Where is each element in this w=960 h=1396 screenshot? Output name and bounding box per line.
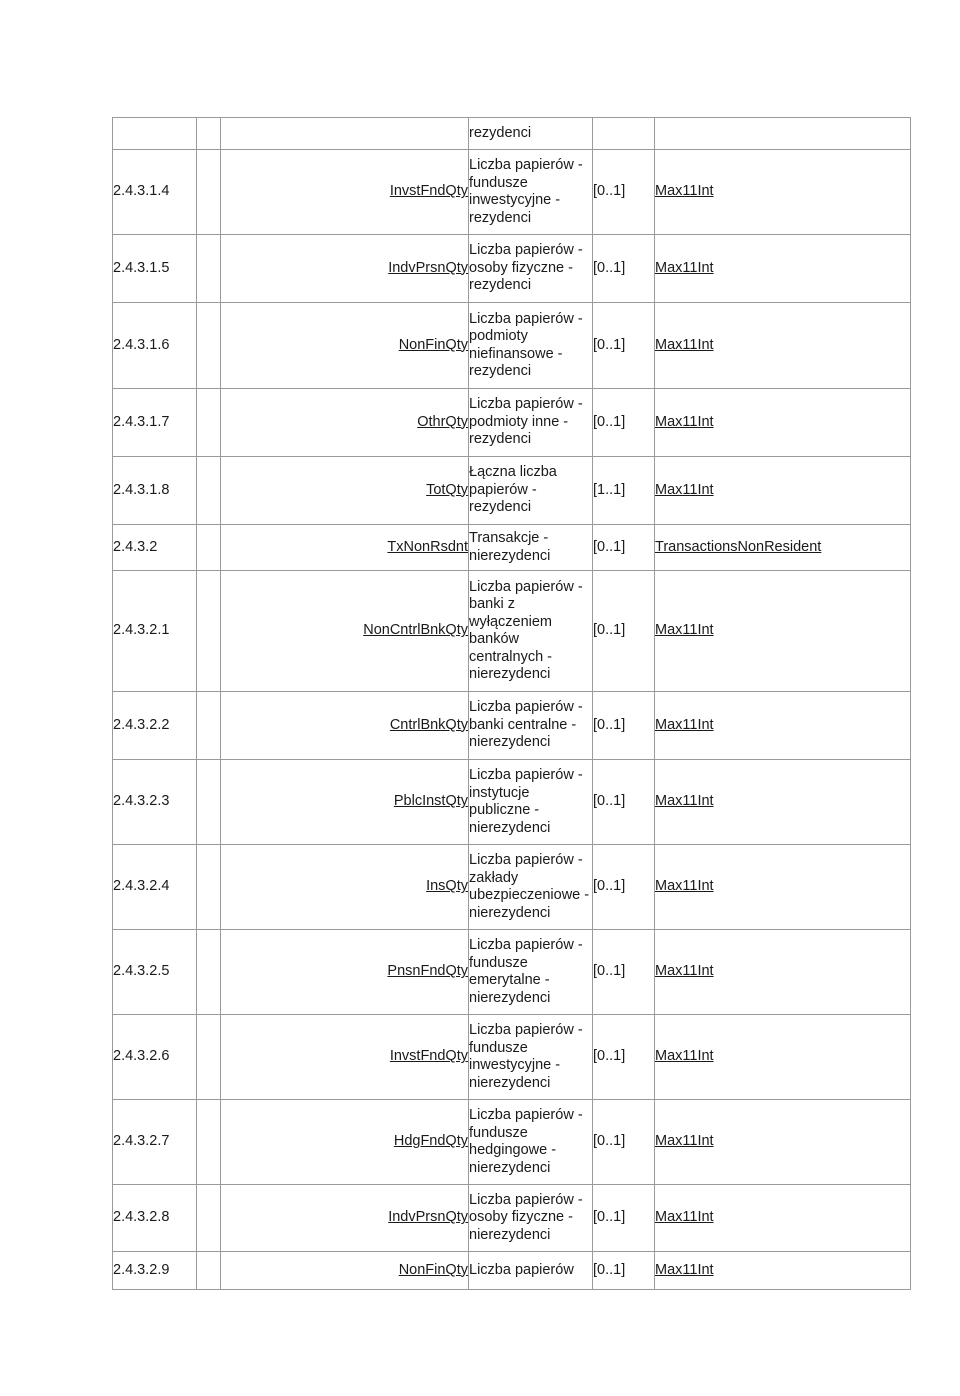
element-type-link[interactable]: Max11Int	[655, 481, 714, 498]
row-number-cell: 2.4.3.2.1	[113, 571, 197, 692]
element-type-cell	[655, 303, 911, 389]
element-name-link[interactable]: IndvPrsnQty	[388, 259, 468, 276]
element-type-cell	[655, 457, 911, 525]
element-name-cell	[221, 303, 469, 389]
element-description-cell: Liczba papierów - podmioty inne - rezydenci	[469, 389, 593, 457]
element-description-cell: Liczba papierów - fundusze emerytalne - nierezydenci	[469, 930, 593, 1015]
element-type-link[interactable]: Max11Int	[655, 1048, 714, 1065]
row-marker-cell-cell	[197, 150, 221, 235]
element-type-cell	[655, 930, 911, 1015]
element-description-cell: Liczba papierów - fundusze inwestycyjne - rezydenci	[469, 150, 593, 235]
element-type-link[interactable]: Max11Int	[655, 963, 714, 980]
element-name-link[interactable]: NonFinQty	[398, 1261, 468, 1278]
row-marker-cell-cell	[197, 571, 221, 692]
element-description-cell: Liczba papierów - zakłady ubezpieczeniowe - nierezydenci	[469, 845, 593, 930]
element-name-link[interactable]: HdgFndQty	[393, 1133, 468, 1150]
element-type-link[interactable]: Max11Int	[655, 259, 714, 276]
row-number-cell: 2.4.3.1.4	[113, 150, 197, 235]
element-description-cell: Liczba papierów	[469, 1252, 593, 1290]
element-name-link[interactable]: TxNonRsdnt	[387, 538, 468, 555]
element-name-cell	[221, 845, 469, 930]
row-marker-cell-cell	[197, 118, 221, 150]
element-description-cell: Łączna liczba papierów - rezydenci	[469, 457, 593, 525]
element-type-cell	[655, 1252, 911, 1290]
table-row	[113, 150, 911, 235]
row-number-cell: 2.4.3.2.7	[113, 1100, 197, 1185]
element-name-link[interactable]: CntrlBnkQty	[389, 716, 468, 733]
element-description-cell: Liczba papierów - podmioty niefinansowe - rezydenci	[469, 303, 593, 389]
row-marker-cell-cell	[197, 692, 221, 760]
row-marker-cell-cell	[197, 525, 221, 571]
row-number-cell: 2.4.3.2	[113, 525, 197, 571]
table-row	[113, 457, 911, 525]
table-row	[113, 760, 911, 845]
table-row	[113, 930, 911, 1015]
element-type-link[interactable]: Max11Int	[655, 336, 714, 353]
element-description-cell: Liczba papierów - instytucje publiczne - nierezydenci	[469, 760, 593, 845]
element-type-cell	[655, 235, 911, 303]
element-description-cell: Liczba papierów - fundusze inwestycyjne - nierezydenci	[469, 1015, 593, 1100]
element-type-cell	[655, 571, 911, 692]
element-name-link[interactable]: InvstFndQty	[389, 1048, 468, 1065]
element-description-cell: Liczba papierów - osoby fizyczne - nierezydenci	[469, 1185, 593, 1252]
element-type-cell	[655, 525, 911, 571]
element-type-link[interactable]: Max11Int	[655, 1261, 714, 1278]
element-type-cell	[655, 845, 911, 930]
spec-table	[112, 117, 911, 1290]
element-type-cell	[655, 1015, 911, 1100]
table-row	[113, 235, 911, 303]
multiplicity-cell: [0..1]	[593, 1100, 655, 1185]
table-row	[113, 303, 911, 389]
row-marker-cell-cell	[197, 1185, 221, 1252]
element-type-cell	[655, 150, 911, 235]
row-marker-cell-cell	[197, 1252, 221, 1290]
element-description-cell: rezydenci	[469, 118, 593, 150]
element-description-cell: Transakcje - nierezydenci	[469, 525, 593, 571]
row-marker-cell-cell	[197, 235, 221, 303]
element-description-cell: Liczba papierów - banki z wyłączeniem banków centralnych - nierezydenci	[469, 571, 593, 692]
element-name-cell	[221, 150, 469, 235]
multiplicity-cell	[593, 118, 655, 150]
element-type-cell	[655, 1185, 911, 1252]
element-name-link[interactable]: OthrQty	[417, 413, 468, 430]
row-number-cell: 2.4.3.2.4	[113, 845, 197, 930]
row-marker-cell-cell	[197, 303, 221, 389]
table-row	[113, 1100, 911, 1185]
multiplicity-cell: [0..1]	[593, 1185, 655, 1252]
element-name-cell	[221, 571, 469, 692]
element-name-link[interactable]: TotQty	[426, 481, 468, 498]
table-row	[113, 525, 911, 571]
element-type-cell	[655, 760, 911, 845]
element-name-cell	[221, 1015, 469, 1100]
multiplicity-cell: [0..1]	[593, 235, 655, 303]
element-type-link[interactable]: Max11Int	[655, 413, 714, 430]
element-type-link[interactable]: TransactionsNonResident	[655, 538, 822, 555]
row-number-cell: 2.4.3.2.6	[113, 1015, 197, 1100]
element-name-cell	[221, 389, 469, 457]
row-number-cell: 2.4.3.1.7	[113, 389, 197, 457]
multiplicity-cell: [0..1]	[593, 571, 655, 692]
row-marker-cell-cell	[197, 930, 221, 1015]
element-name-link[interactable]: NonFinQty	[398, 336, 468, 353]
row-marker-cell-cell	[197, 760, 221, 845]
row-marker-cell-cell	[197, 389, 221, 457]
element-description-cell: Liczba papierów - osoby fizyczne - rezydenci	[469, 235, 593, 303]
element-type-cell	[655, 389, 911, 457]
element-name-cell	[221, 1252, 469, 1290]
element-name-cell	[221, 525, 469, 571]
element-type-cell	[655, 118, 911, 150]
element-name-cell	[221, 1100, 469, 1185]
row-number-cell: 2.4.3.1.6	[113, 303, 197, 389]
element-type-cell	[655, 1100, 911, 1185]
row-number-cell: 2.4.3.2.2	[113, 692, 197, 760]
element-type-link[interactable]: Max11Int	[655, 622, 714, 639]
row-number-cell	[113, 118, 197, 150]
element-type-link[interactable]: Max11Int	[655, 716, 714, 733]
multiplicity-cell: [0..1]	[593, 692, 655, 760]
multiplicity-cell: [0..1]	[593, 525, 655, 571]
multiplicity-cell: [0..1]	[593, 845, 655, 930]
element-name-cell	[221, 1185, 469, 1252]
table-row	[113, 845, 911, 930]
row-marker-cell-cell	[197, 1015, 221, 1100]
multiplicity-cell: [0..1]	[593, 150, 655, 235]
element-name-cell	[221, 118, 469, 150]
element-name-link[interactable]: InsQty	[426, 878, 468, 895]
table-row	[113, 1015, 911, 1100]
element-type-link[interactable]: Max11Int	[655, 793, 714, 810]
row-number-cell: 2.4.3.2.9	[113, 1252, 197, 1290]
table-row	[113, 692, 911, 760]
element-name-link[interactable]: PblcInstQty	[393, 793, 468, 810]
element-type-link[interactable]: Max11Int	[655, 183, 714, 200]
table-row	[113, 389, 911, 457]
element-name-cell	[221, 930, 469, 1015]
element-description-cell: Liczba papierów - banki centralne - nierezydenci	[469, 692, 593, 760]
element-name-cell	[221, 760, 469, 845]
element-name-link[interactable]: IndvPrsnQty	[388, 1209, 468, 1226]
multiplicity-cell: [0..1]	[593, 389, 655, 457]
row-number-cell: 2.4.3.2.3	[113, 760, 197, 845]
multiplicity-cell: [1..1]	[593, 457, 655, 525]
element-name-cell	[221, 692, 469, 760]
multiplicity-cell: [0..1]	[593, 1015, 655, 1100]
row-number-cell: 2.4.3.2.5	[113, 930, 197, 1015]
element-type-link[interactable]: Max11Int	[655, 1133, 714, 1150]
table-row	[113, 118, 911, 150]
table-row	[113, 571, 911, 692]
row-number-cell: 2.4.3.1.8	[113, 457, 197, 525]
element-type-cell	[655, 692, 911, 760]
table-row	[113, 1252, 911, 1290]
table-row	[113, 1185, 911, 1252]
multiplicity-cell: [0..1]	[593, 1252, 655, 1290]
element-description-cell: Liczba papierów - fundusze hedgingowe - nierezydenci	[469, 1100, 593, 1185]
row-marker-cell-cell	[197, 1100, 221, 1185]
multiplicity-cell: [0..1]	[593, 760, 655, 845]
element-name-link[interactable]: NonCntrlBnkQty	[363, 622, 468, 639]
element-name-link[interactable]: InvstFndQty	[389, 183, 468, 200]
multiplicity-cell: [0..1]	[593, 303, 655, 389]
element-type-link[interactable]: Max11Int	[655, 878, 714, 895]
row-marker-cell-cell	[197, 845, 221, 930]
multiplicity-cell: [0..1]	[593, 930, 655, 1015]
row-marker-cell-cell	[197, 457, 221, 525]
element-type-link[interactable]: Max11Int	[655, 1209, 714, 1226]
element-name-cell	[221, 457, 469, 525]
element-name-link[interactable]: PnsnFndQty	[387, 963, 468, 980]
row-number-cell: 2.4.3.1.5	[113, 235, 197, 303]
element-name-cell	[221, 235, 469, 303]
row-number-cell: 2.4.3.2.8	[113, 1185, 197, 1252]
